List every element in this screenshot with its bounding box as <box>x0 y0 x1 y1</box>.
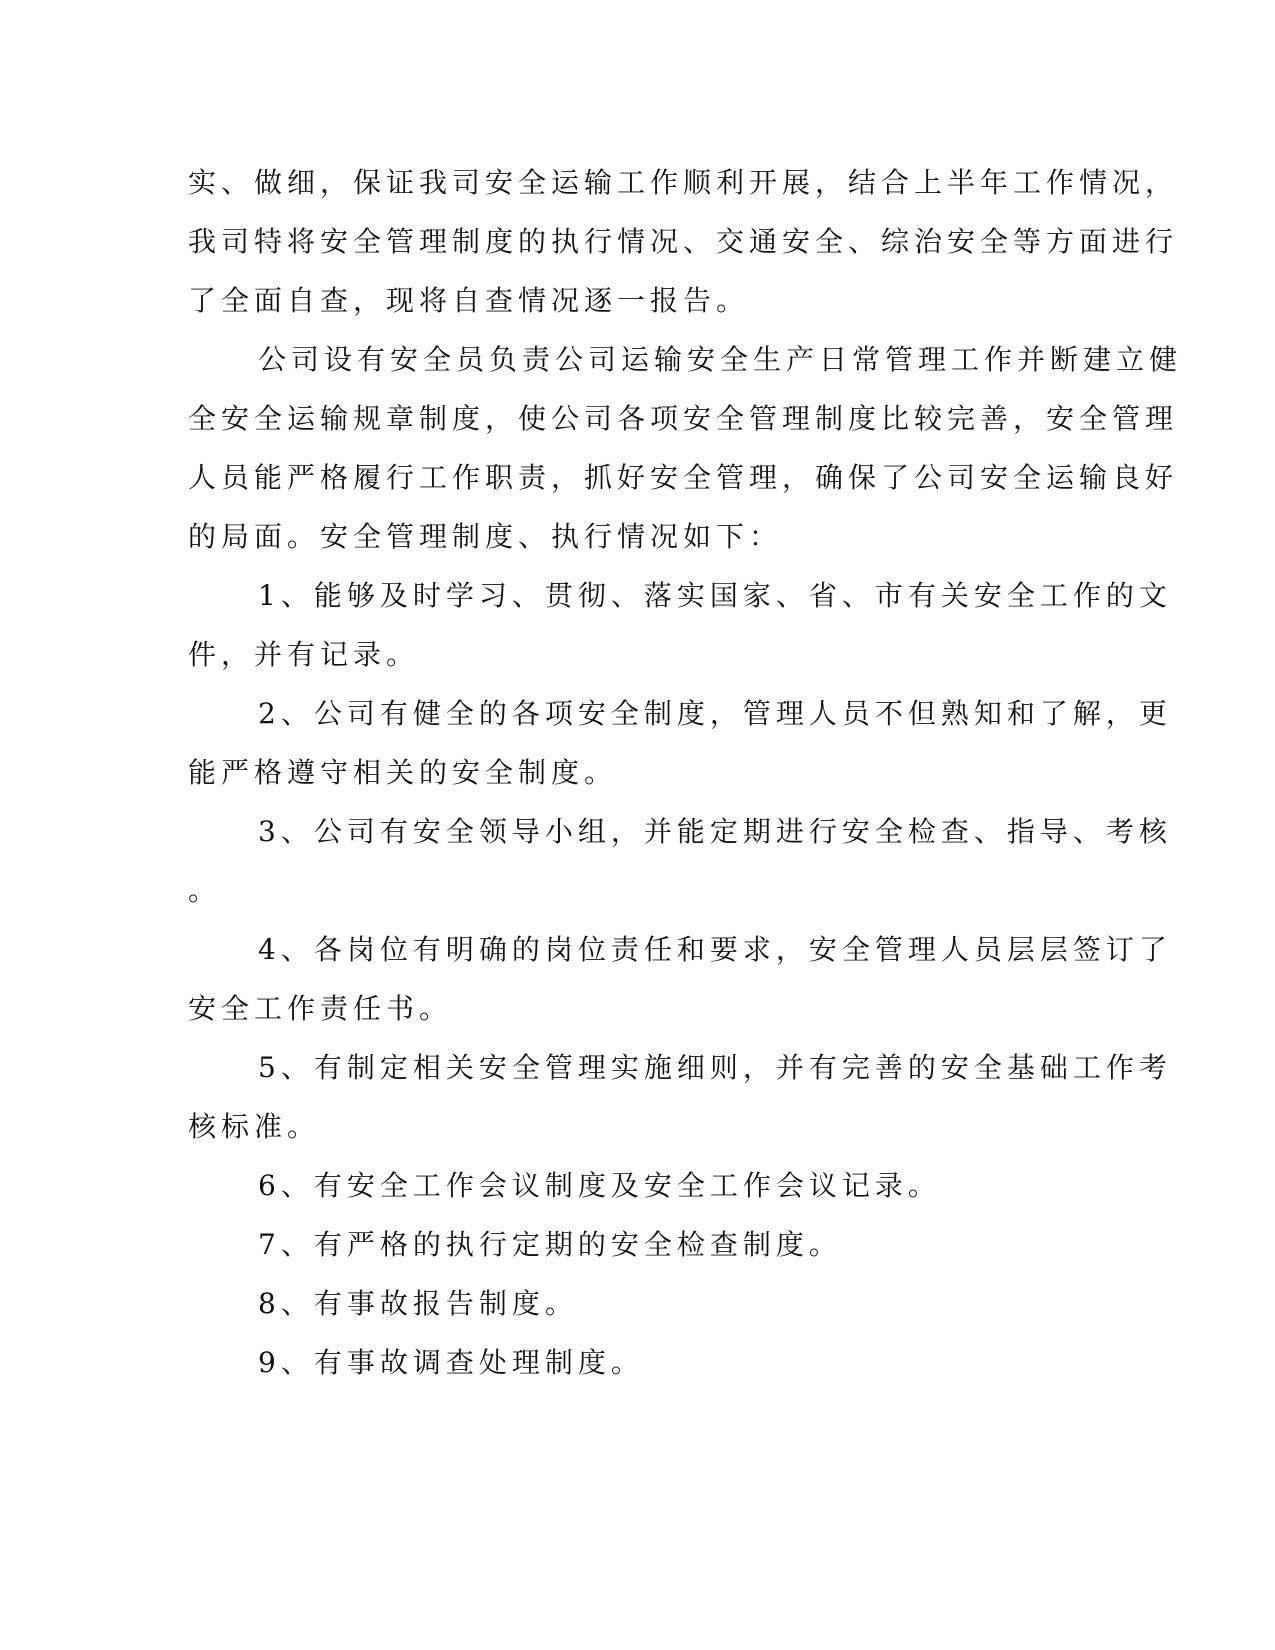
list-item-5: 5、有制定相关安全管理实施细则，并有完善的安全基础工作考 <box>258 1051 1172 1084</box>
text-line: 人员能严格履行工作职责，抓好安全管理，确保了公司安全运输良好 <box>188 461 1179 494</box>
list-item-1-continued: 件，并有记录。 <box>188 638 420 671</box>
list-item-1: 1、能够及时学习、贯彻、落实国家、省、市有关安全工作的文 <box>258 579 1172 612</box>
text-line: 了全面自查，现将自查情况逐一报告。 <box>188 284 750 317</box>
list-item-5-continued: 核标准。 <box>188 1110 321 1143</box>
list-item-3: 3、公司有安全领导小组，并能定期进行安全检查、指导、考核 <box>258 815 1172 848</box>
list-item-3-continued: 。 <box>188 874 222 907</box>
list-item-4: 4、各岗位有明确的岗位责任和要求，安全管理人员层层签订了 <box>258 933 1172 966</box>
list-item-7: 7、有严格的执行定期的安全检查制度。 <box>258 1228 842 1261</box>
list-item-4-continued: 安全工作责任书。 <box>188 992 453 1025</box>
text-line: 的局面。安全管理制度、执行情况如下： <box>188 520 783 553</box>
text-line: 实、做细，保证我司安全运输工作顺利开展，结合上半年工作情况， <box>188 166 1179 199</box>
list-item-2: 2、公司有健全的各项安全制度，管理人员不但熟知和了解，更 <box>258 697 1172 730</box>
text-line: 全安全运输规章制度，使公司各项安全管理制度比较完善，安全管理 <box>188 402 1179 435</box>
text-line: 我司特将安全管理制度的执行情况、交通安全、综治安全等方面进行 <box>188 225 1179 258</box>
paragraph-first-line: 公司设有安全员负责公司运输安全生产日常管理工作并断建立健 <box>258 343 1183 376</box>
list-item-6: 6、有安全工作会议制度及安全工作会议记录。 <box>258 1169 941 1202</box>
list-item-2-continued: 能严格遵守相关的安全制度。 <box>188 756 618 789</box>
list-item-8: 8、有事故报告制度。 <box>258 1287 578 1320</box>
list-item-9: 9、有事故调查处理制度。 <box>258 1346 644 1379</box>
